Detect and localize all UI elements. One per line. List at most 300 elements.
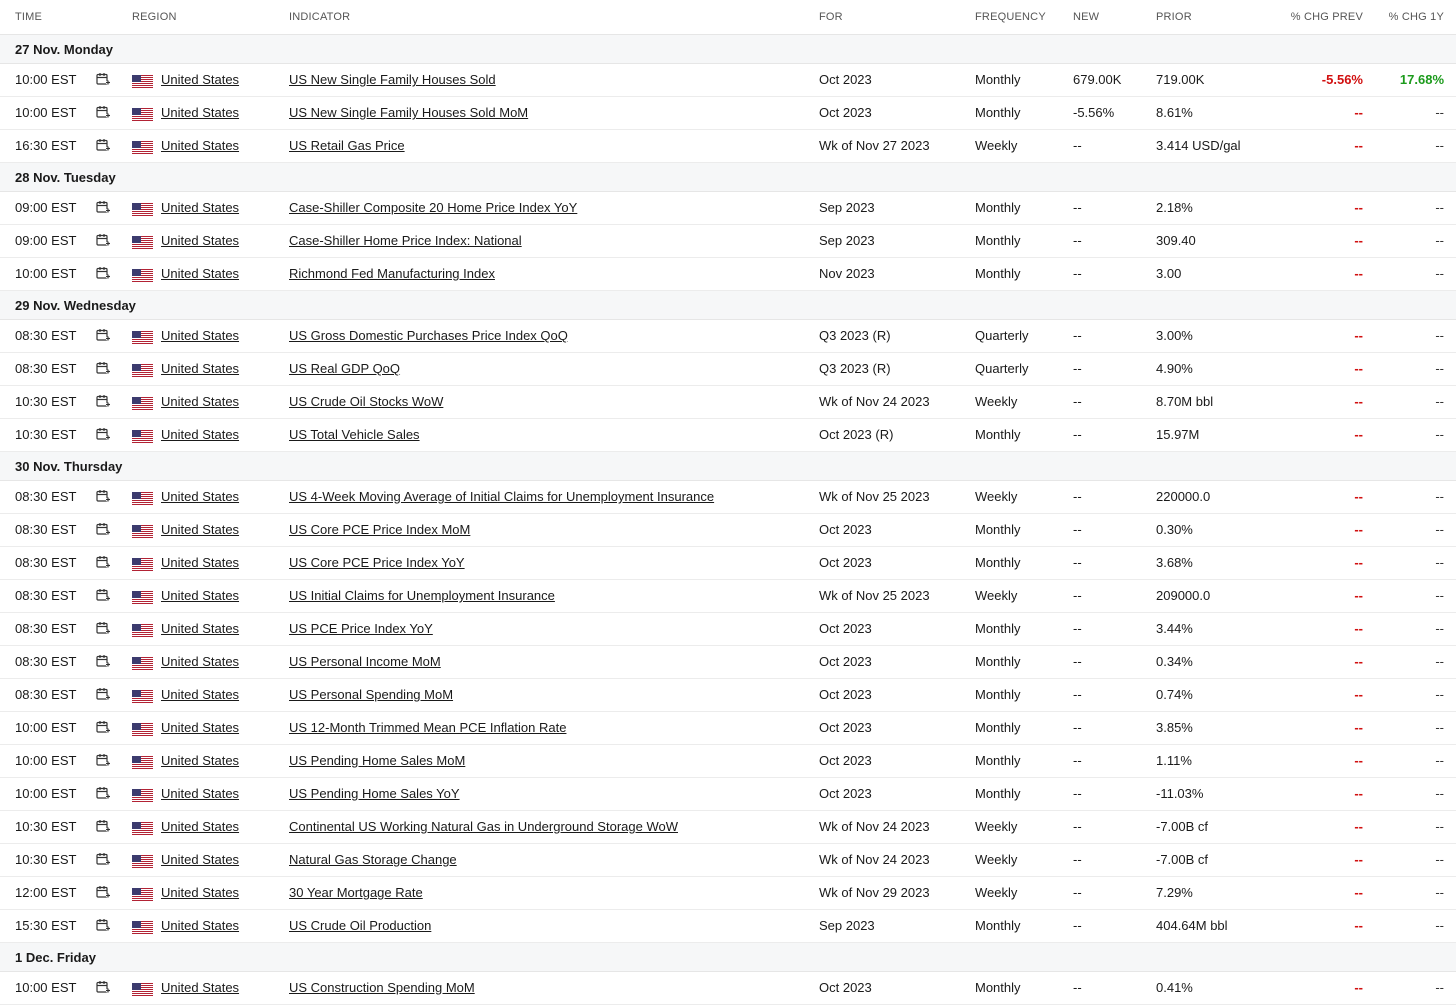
chg-1y-cell: --	[1435, 555, 1444, 570]
calendar-add-icon[interactable]	[96, 266, 110, 280]
calendar-add-icon[interactable]	[96, 200, 110, 214]
indicator-link[interactable]: US Construction Spending MoM	[289, 980, 475, 995]
indicator-link[interactable]: US Personal Income MoM	[289, 654, 441, 669]
frequency-cell: Monthly	[975, 621, 1021, 636]
prior-cell: 1.11%	[1156, 753, 1192, 768]
chg-prev-cell: --	[1354, 328, 1363, 343]
new-cell: --	[1073, 980, 1082, 995]
new-cell: --	[1073, 720, 1082, 735]
prior-cell: 0.74%	[1156, 687, 1193, 702]
table-row[interactable]	[0, 320, 1456, 353]
for-cell: Oct 2023	[819, 654, 872, 669]
region-link[interactable]: United States	[161, 427, 240, 442]
chg-prev-cell: --	[1354, 786, 1363, 801]
chg-prev-cell: --	[1354, 522, 1363, 537]
for-cell: Oct 2023	[819, 687, 872, 702]
table-row[interactable]	[0, 910, 1456, 943]
time-cell: 10:00 EST	[15, 72, 77, 87]
table-body	[0, 35, 1456, 1005]
header-new[interactable]: NEW	[1073, 11, 1100, 23]
new-cell: --	[1073, 394, 1082, 409]
calendar-add-icon[interactable]	[96, 72, 110, 86]
prior-cell: 719.00K	[1156, 72, 1205, 87]
indicator-link[interactable]: US Gross Domestic Purchases Price Index QoQ	[289, 328, 568, 343]
prior-cell: 2.18%	[1156, 200, 1193, 215]
new-cell: --	[1073, 555, 1082, 570]
table-row[interactable]	[0, 130, 1456, 163]
us-flag-icon	[132, 108, 153, 121]
chg-prev-cell: --	[1354, 489, 1363, 504]
region-link[interactable]: United States	[161, 819, 240, 834]
table-row[interactable]	[0, 712, 1456, 745]
calendar-add-icon[interactable]	[96, 588, 110, 602]
new-cell: --	[1073, 918, 1082, 933]
us-flag-icon	[132, 430, 153, 443]
time-cell: 08:30 EST	[15, 621, 77, 636]
for-cell: Oct 2023	[819, 555, 872, 570]
header-chg-prev[interactable]: % CHG PREV	[1290, 11, 1363, 23]
indicator-link[interactable]: US Total Vehicle Sales	[289, 427, 420, 442]
table-header	[0, 0, 1456, 35]
prior-cell: -7.00B cf	[1156, 852, 1209, 867]
chg-1y-cell: --	[1435, 200, 1444, 215]
us-flag-icon	[132, 624, 153, 637]
prior-cell: 8.70M bbl	[1156, 394, 1214, 409]
chg-1y-cell: --	[1435, 852, 1444, 867]
for-cell: Nov 2023	[819, 266, 875, 281]
new-cell: --	[1073, 786, 1082, 801]
day-group-header: 1 Dec. Friday	[0, 943, 1456, 972]
new-cell: --	[1073, 819, 1082, 834]
frequency-cell: Weekly	[975, 819, 1018, 834]
calendar-add-icon[interactable]	[96, 555, 110, 569]
time-cell: 09:00 EST	[15, 200, 77, 215]
region-link[interactable]: United States	[161, 980, 240, 995]
new-cell: --	[1073, 753, 1082, 768]
new-cell: --	[1073, 654, 1082, 669]
chg-prev-cell: --	[1354, 852, 1363, 867]
indicator-link[interactable]: Continental US Working Natural Gas in Underground Storage WoW	[289, 819, 678, 834]
prior-cell: 3.00	[1156, 266, 1182, 281]
frequency-cell: Quarterly	[975, 361, 1029, 376]
indicator-link[interactable]: US Retail Gas Price	[289, 138, 405, 153]
new-cell: --	[1073, 489, 1082, 504]
prior-cell: 4.90%	[1156, 361, 1193, 376]
calendar-add-icon[interactable]	[96, 852, 110, 866]
table-row[interactable]	[0, 646, 1456, 679]
for-cell: Wk of Nov 27 2023	[819, 138, 930, 153]
for-cell: Oct 2023	[819, 72, 872, 87]
chg-1y-cell: --	[1435, 489, 1444, 504]
frequency-cell: Monthly	[975, 654, 1021, 669]
chg-prev-cell: --	[1354, 753, 1363, 768]
chg-prev-cell: --	[1354, 588, 1363, 603]
chg-1y-cell: --	[1435, 266, 1444, 281]
table-row[interactable]	[0, 745, 1456, 778]
chg-1y-cell: --	[1435, 786, 1444, 801]
header-frequency[interactable]: FREQUENCY	[975, 11, 1046, 23]
time-cell: 15:30 EST	[15, 918, 77, 933]
chg-prev-cell: --	[1354, 980, 1363, 995]
region-link[interactable]: United States	[161, 233, 240, 248]
region-link[interactable]: United States	[161, 687, 240, 702]
indicator-link[interactable]: Case-Shiller Home Price Index: National	[289, 233, 522, 248]
prior-cell: 3.68%	[1156, 555, 1193, 570]
us-flag-icon	[132, 690, 153, 703]
day-group-header: 29 Nov. Wednesday	[0, 291, 1456, 320]
for-cell: Oct 2023	[819, 786, 872, 801]
indicator-link[interactable]: US Crude Oil Stocks WoW	[289, 394, 444, 409]
indicator-link[interactable]: US New Single Family Houses Sold MoM	[289, 105, 529, 120]
us-flag-icon	[132, 756, 153, 769]
frequency-cell: Weekly	[975, 489, 1018, 504]
prior-cell: 0.41%	[1156, 980, 1193, 995]
new-cell: --	[1073, 621, 1082, 636]
day-group-header: 27 Nov. Monday	[0, 35, 1456, 64]
indicator-link[interactable]: US Personal Spending MoM	[289, 687, 454, 702]
time-cell: 16:30 EST	[15, 138, 77, 153]
table-row[interactable]	[0, 811, 1456, 844]
indicator-link[interactable]: US New Single Family Houses Sold	[289, 72, 496, 87]
indicator-link[interactable]: US 4-Week Moving Average of Initial Claims for Unemployment Insurance	[289, 489, 715, 504]
time-cell: 10:30 EST	[15, 394, 77, 409]
new-cell: --	[1073, 138, 1082, 153]
us-flag-icon	[132, 364, 153, 377]
region-link[interactable]: United States	[161, 394, 240, 409]
prior-cell: 209000.0	[1156, 588, 1211, 603]
chg-1y-cell: --	[1435, 621, 1444, 636]
region-link[interactable]: United States	[161, 885, 240, 900]
calendar-add-icon[interactable]	[96, 654, 110, 668]
calendar-add-icon[interactable]	[96, 621, 110, 635]
calendar-add-icon[interactable]	[96, 819, 110, 833]
calendar-add-icon[interactable]	[96, 885, 110, 899]
time-cell: 10:00 EST	[15, 266, 77, 281]
for-cell: Wk of Nov 24 2023	[819, 852, 930, 867]
frequency-cell: Monthly	[975, 720, 1021, 735]
chg-prev-cell: --	[1354, 138, 1363, 153]
for-cell: Oct 2023	[819, 522, 872, 537]
region-link[interactable]: United States	[161, 138, 240, 153]
frequency-cell: Monthly	[975, 266, 1021, 281]
region-link[interactable]: United States	[161, 753, 240, 768]
table-row[interactable]	[0, 386, 1456, 419]
prior-cell: -11.03%	[1156, 786, 1204, 801]
new-cell: --	[1073, 687, 1082, 702]
prior-cell: 0.34%	[1156, 654, 1193, 669]
frequency-cell: Monthly	[975, 427, 1021, 442]
region-link[interactable]: United States	[161, 918, 240, 933]
chg-prev-cell: -5.56%	[1321, 72, 1363, 87]
frequency-cell: Monthly	[975, 786, 1021, 801]
new-cell: --	[1073, 522, 1082, 537]
indicator-link[interactable]: US Pending Home Sales YoY	[289, 786, 460, 801]
chg-1y-cell: 17.68%	[1399, 72, 1444, 87]
time-cell: 10:30 EST	[15, 852, 77, 867]
prior-cell: 309.40	[1156, 233, 1196, 248]
for-cell: Q3 2023 (R)	[819, 361, 891, 376]
region-link[interactable]: United States	[161, 588, 240, 603]
frequency-cell: Monthly	[975, 200, 1021, 215]
region-link[interactable]: United States	[161, 266, 240, 281]
us-flag-icon	[132, 723, 153, 736]
frequency-cell: Monthly	[975, 522, 1021, 537]
chg-1y-cell: --	[1435, 980, 1444, 995]
time-cell: 08:30 EST	[15, 555, 77, 570]
time-cell: 08:30 EST	[15, 588, 77, 603]
chg-1y-cell: --	[1435, 233, 1444, 248]
chg-1y-cell: --	[1435, 328, 1444, 343]
new-cell: --	[1073, 328, 1082, 343]
calendar-add-icon[interactable]	[96, 138, 110, 152]
indicator-link[interactable]: US Core PCE Price Index MoM	[289, 522, 471, 537]
region-link[interactable]: United States	[161, 72, 240, 87]
time-cell: 10:00 EST	[15, 105, 77, 120]
us-flag-icon	[132, 141, 153, 154]
calendar-add-icon[interactable]	[96, 753, 110, 767]
new-cell: --	[1073, 266, 1082, 281]
us-flag-icon	[132, 855, 153, 868]
for-cell: Oct 2023 (R)	[819, 427, 894, 442]
indicator-link[interactable]: Natural Gas Storage Change	[289, 852, 457, 867]
time-cell: 08:30 EST	[15, 328, 77, 343]
time-cell: 10:00 EST	[15, 753, 77, 768]
header-prior[interactable]: PRIOR	[1156, 11, 1192, 23]
time-cell: 12:00 EST	[15, 885, 77, 900]
frequency-cell: Monthly	[975, 753, 1021, 768]
chg-prev-cell: --	[1354, 720, 1363, 735]
frequency-cell: Monthly	[975, 555, 1021, 570]
table-row[interactable]	[0, 778, 1456, 811]
time-cell: 08:30 EST	[15, 361, 77, 376]
us-flag-icon	[132, 983, 153, 996]
indicator-link[interactable]: Case-Shiller Composite 20 Home Price Index YoY	[289, 200, 578, 215]
indicator-link[interactable]: US Core PCE Price Index YoY	[289, 555, 465, 570]
chg-1y-cell: --	[1435, 105, 1444, 120]
region-link[interactable]: United States	[161, 328, 240, 343]
us-flag-icon	[132, 269, 153, 282]
day-group-header: 28 Nov. Tuesday	[0, 163, 1456, 192]
frequency-cell: Quarterly	[975, 328, 1029, 343]
us-flag-icon	[132, 558, 153, 571]
for-cell: Sep 2023	[819, 918, 875, 933]
frequency-cell: Monthly	[975, 105, 1021, 120]
frequency-cell: Weekly	[975, 885, 1018, 900]
table-row[interactable]	[0, 580, 1456, 613]
frequency-cell: Monthly	[975, 687, 1021, 702]
chg-1y-cell: --	[1435, 522, 1444, 537]
table-row[interactable]	[0, 844, 1456, 877]
calendar-add-icon[interactable]	[96, 687, 110, 701]
region-link[interactable]: United States	[161, 361, 240, 376]
table-row[interactable]	[0, 192, 1456, 225]
frequency-cell: Monthly	[975, 918, 1021, 933]
prior-cell: 7.29%	[1156, 885, 1193, 900]
for-cell: Oct 2023	[819, 720, 872, 735]
chg-prev-cell: --	[1354, 687, 1363, 702]
time-cell: 10:00 EST	[15, 786, 77, 801]
chg-1y-cell: --	[1435, 654, 1444, 669]
time-cell: 10:00 EST	[15, 980, 77, 995]
frequency-cell: Weekly	[975, 588, 1018, 603]
chg-prev-cell: --	[1354, 105, 1363, 120]
us-flag-icon	[132, 331, 153, 344]
region-link[interactable]: United States	[161, 105, 240, 120]
us-flag-icon	[132, 921, 153, 934]
chg-1y-cell: --	[1435, 361, 1444, 376]
table-row[interactable]	[0, 514, 1456, 547]
table-row[interactable]	[0, 258, 1456, 291]
calendar-add-icon[interactable]	[96, 328, 110, 342]
us-flag-icon	[132, 888, 153, 901]
chg-prev-cell: --	[1354, 918, 1363, 933]
indicator-link[interactable]: US Real GDP QoQ	[289, 361, 401, 376]
for-cell: Wk of Nov 29 2023	[819, 885, 930, 900]
header-indicator[interactable]: INDICATOR	[289, 11, 351, 23]
for-cell: Oct 2023	[819, 105, 872, 120]
time-cell: 08:30 EST	[15, 687, 77, 702]
region-link[interactable]: United States	[161, 200, 240, 215]
us-flag-icon	[132, 525, 153, 538]
chg-1y-cell: --	[1435, 918, 1444, 933]
us-flag-icon	[132, 203, 153, 216]
calendar-add-icon[interactable]	[96, 980, 110, 994]
calendar-add-icon[interactable]	[96, 233, 110, 247]
table-row[interactable]	[0, 972, 1456, 1005]
chg-1y-cell: --	[1435, 588, 1444, 603]
region-link[interactable]: United States	[161, 654, 240, 669]
day-group-header: 30 Nov. Thursday	[0, 452, 1456, 481]
region-link[interactable]: United States	[161, 720, 240, 735]
calendar-add-icon[interactable]	[96, 786, 110, 800]
region-link[interactable]: United States	[161, 621, 240, 636]
chg-prev-cell: --	[1354, 654, 1363, 669]
new-cell: --	[1073, 233, 1082, 248]
us-flag-icon	[132, 236, 153, 249]
calendar-add-icon[interactable]	[96, 720, 110, 734]
calendar-add-icon[interactable]	[96, 105, 110, 119]
table-row[interactable]	[0, 547, 1456, 580]
table-row[interactable]	[0, 64, 1456, 97]
region-link[interactable]: United States	[161, 489, 240, 504]
chg-1y-cell: --	[1435, 394, 1444, 409]
chg-prev-cell: --	[1354, 233, 1363, 248]
header-region[interactable]: REGION	[132, 11, 177, 23]
prior-cell: 3.44%	[1156, 621, 1193, 636]
table-row[interactable]	[0, 419, 1456, 452]
us-flag-icon	[132, 397, 153, 410]
time-cell: 10:30 EST	[15, 819, 77, 834]
region-link[interactable]: United States	[161, 852, 240, 867]
time-cell: 10:00 EST	[15, 720, 77, 735]
table-row[interactable]	[0, 225, 1456, 258]
header-chg-1y[interactable]: % CHG 1Y	[1388, 11, 1444, 23]
calendar-add-icon[interactable]	[96, 394, 110, 408]
indicator-link[interactable]: US Pending Home Sales MoM	[289, 753, 466, 768]
chg-1y-cell: --	[1435, 753, 1444, 768]
frequency-cell: Weekly	[975, 394, 1018, 409]
us-flag-icon	[132, 822, 153, 835]
calendar-add-icon[interactable]	[96, 427, 110, 441]
new-cell: -5.56%	[1073, 105, 1115, 120]
new-cell: --	[1073, 885, 1082, 900]
indicator-link[interactable]: US PCE Price Index YoY	[289, 621, 433, 636]
us-flag-icon	[132, 789, 153, 802]
table-row[interactable]	[0, 679, 1456, 712]
chg-prev-cell: --	[1354, 819, 1363, 834]
chg-prev-cell: --	[1354, 885, 1363, 900]
new-cell: --	[1073, 852, 1082, 867]
us-flag-icon	[132, 657, 153, 670]
prior-cell: 0.30%	[1156, 522, 1193, 537]
for-cell: Wk of Nov 25 2023	[819, 489, 930, 504]
calendar-add-icon[interactable]	[96, 489, 110, 503]
new-cell: --	[1073, 361, 1082, 376]
for-cell: Wk of Nov 25 2023	[819, 588, 930, 603]
frequency-cell: Weekly	[975, 852, 1018, 867]
for-cell: Oct 2023	[819, 621, 872, 636]
prior-cell: 8.61%	[1156, 105, 1193, 120]
indicator-link[interactable]: US Crude Oil Production	[289, 918, 432, 933]
frequency-cell: Monthly	[975, 233, 1021, 248]
chg-prev-cell: --	[1354, 200, 1363, 215]
region-link[interactable]: United States	[161, 786, 240, 801]
chg-1y-cell: --	[1435, 427, 1444, 442]
prior-cell: 220000.0	[1156, 489, 1211, 504]
calendar-add-icon[interactable]	[96, 361, 110, 375]
region-link[interactable]: United States	[161, 522, 240, 537]
table-row[interactable]	[0, 353, 1456, 386]
prior-cell: -7.00B cf	[1156, 819, 1209, 834]
for-cell: Sep 2023	[819, 233, 875, 248]
prior-cell: 3.414 USD/gal	[1156, 138, 1241, 153]
prior-cell: 15.97M	[1156, 427, 1200, 442]
indicator-link[interactable]: 30 Year Mortgage Rate	[289, 885, 423, 900]
for-cell: Q3 2023 (R)	[819, 328, 891, 343]
us-flag-icon	[132, 75, 153, 88]
indicator-link[interactable]: US 12-Month Trimmed Mean PCE Inflation Rate	[289, 720, 567, 735]
prior-cell: 3.00%	[1156, 328, 1193, 343]
prior-cell: 404.64M bbl	[1156, 918, 1228, 933]
chg-1y-cell: --	[1435, 138, 1444, 153]
chg-1y-cell: --	[1435, 819, 1444, 834]
frequency-cell: Monthly	[975, 980, 1021, 995]
time-cell: 08:30 EST	[15, 522, 77, 537]
for-cell: Oct 2023	[819, 753, 872, 768]
for-cell: Wk of Nov 24 2023	[819, 819, 930, 834]
header-for[interactable]: FOR	[819, 11, 843, 23]
table-row[interactable]	[0, 613, 1456, 646]
indicator-link[interactable]: US Initial Claims for Unemployment Insurance	[289, 588, 555, 603]
chg-prev-cell: --	[1354, 394, 1363, 409]
header-time[interactable]: TIME	[15, 11, 43, 23]
chg-prev-cell: --	[1354, 621, 1363, 636]
us-flag-icon	[132, 492, 153, 505]
calendar-add-icon[interactable]	[96, 522, 110, 536]
chg-prev-cell: --	[1354, 361, 1363, 376]
us-flag-icon	[132, 591, 153, 604]
indicator-link[interactable]: Richmond Fed Manufacturing Index	[289, 266, 495, 281]
new-cell: --	[1073, 588, 1082, 603]
table-row[interactable]	[0, 481, 1456, 514]
region-link[interactable]: United States	[161, 555, 240, 570]
table-row[interactable]	[0, 877, 1456, 910]
for-cell: Wk of Nov 24 2023	[819, 394, 930, 409]
time-cell: 10:30 EST	[15, 427, 77, 442]
calendar-add-icon[interactable]	[96, 918, 110, 932]
table-row[interactable]	[0, 97, 1456, 130]
time-cell: 09:00 EST	[15, 233, 77, 248]
